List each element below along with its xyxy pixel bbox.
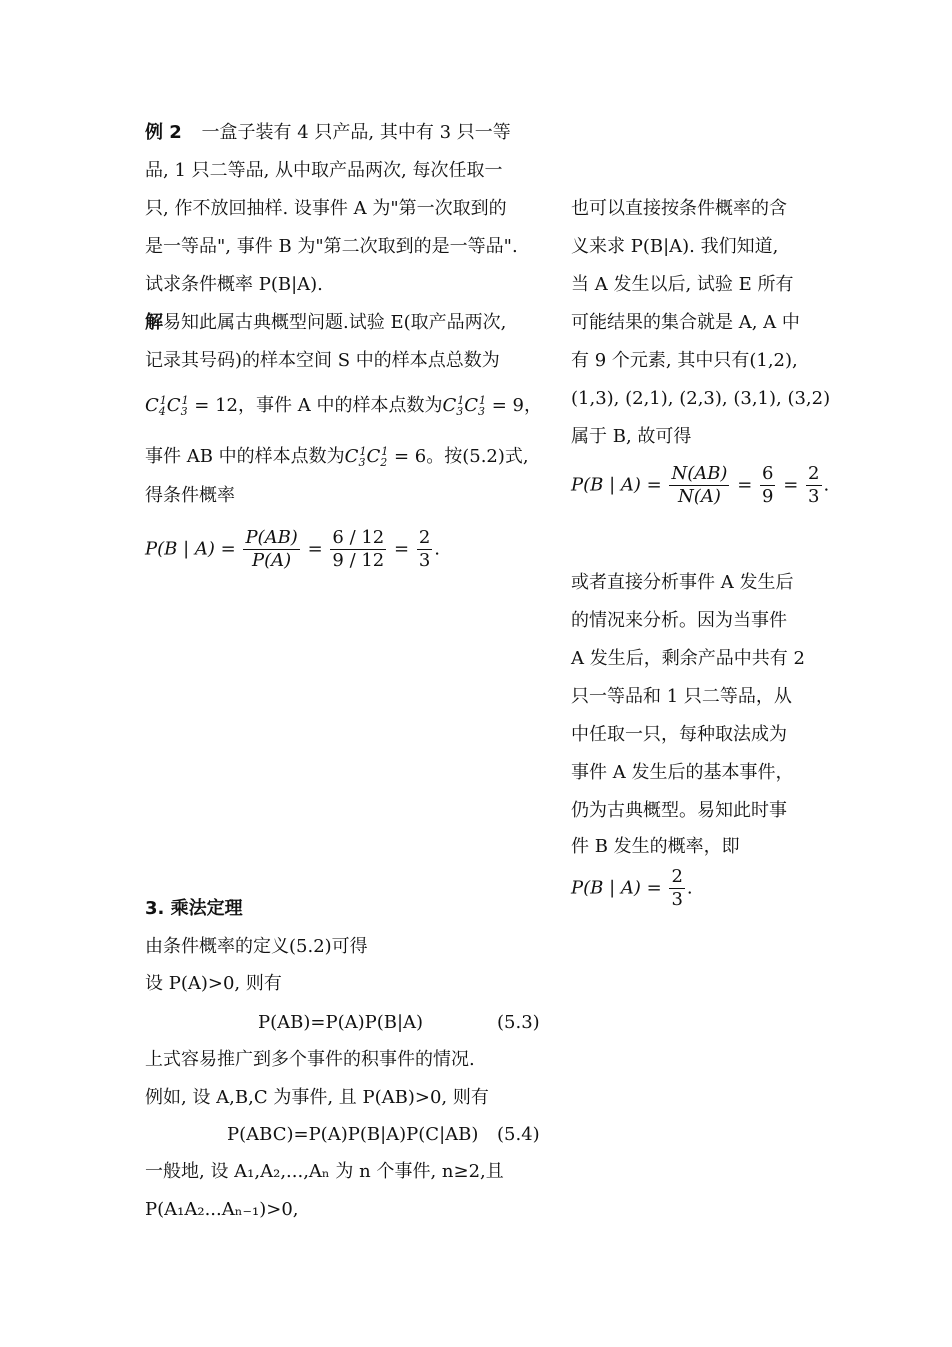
combination-c3c3: $C_3^1C_3^1$: [442, 394, 487, 418]
solution-label: 解: [145, 312, 163, 333]
formula-5-3-tag: (5.3): [497, 1012, 540, 1033]
multiplication-line-4: 例如, 设 A,B,C 为事件, 且 P(AB)>0, 则有: [145, 1087, 489, 1108]
right-analysis-line-4: 只一等品和 1 只二等品，从: [571, 686, 792, 707]
right-analysis-line-5: 中任取一只，每种取法成为: [571, 724, 787, 745]
right-analysis-line-1: 或者直接分析事件 A 发生后: [571, 572, 794, 593]
multiplication-line-3: 上式容易推广到多个事件的积事件的情况.: [145, 1049, 475, 1070]
equation-conditional-prob-1: P(B | A) = $\frac{P(AB)}{P(A)}$ = $\frac{6 / 12}{9 / 12}$ = $\frac{2}{3}$ .: [145, 527, 441, 571]
equation-conditional-prob-2: P(B | A) = $\frac{N(AB)}{N(A)}$ = $\frac{6}{9}$ = $\frac{2}{3}$ .: [571, 463, 830, 507]
right-analysis-line-8: 件 B 发生的概率，即: [571, 836, 740, 857]
formula-5-3: P(AB)=P(A)P(B|A): [258, 1012, 424, 1033]
general-case-line-1: 一般地, 设 A₁,A₂,...,Aₙ 为 n 个事件, n≥2,且: [145, 1161, 504, 1182]
solution-combinations-line: $C_4^1C_3^1 = 12$，事件 A 中的样本点数为$C_3^1C_3^1 = 9$，: [145, 389, 542, 424]
multiplication-line-2: 设 P(A)>0, 则有: [145, 973, 282, 994]
fraction-2-over-3-c: $\frac{2}{3}$: [671, 866, 683, 910]
example-2-line-3: 只, 作不放回抽样. 设事件 A 为"第一次取到的: [145, 198, 507, 219]
fraction-nab-over-na: $\frac{N(AB)}{N(A)}$: [671, 463, 728, 507]
solution-line-1: 解易知此属古典概型问题.试验 E(取产品两次,: [145, 312, 507, 333]
combination-c4c3: $C_4^1C_3^1$: [145, 394, 189, 418]
equation-conditional-prob-3: P(B | A) = $\frac{2}{3}$ .: [571, 866, 693, 910]
right-analysis-line-2: 的情况来分析。因为当事件: [571, 610, 787, 631]
fraction-6-12-over-9-12: $\frac{6 / 12}{9 / 12}$: [332, 527, 385, 571]
multiplication-line-1: 由条件概率的定义(5.2)可得: [145, 936, 368, 957]
example-2-line-4: 是一等品", 事件 B 为"第二次取到的是一等品".: [145, 236, 518, 257]
example-2-line-1: 例 2 一盒子装有 4 只产品, 其中有 3 只一等: [145, 122, 511, 143]
fraction-6-over-9: $\frac{6}{9}$: [762, 463, 774, 507]
solution-line-2: 记录其号码)的样本空间 S 中的样本点总数为: [145, 350, 500, 371]
combination-c3c2: $C_3^1C_2^1$: [344, 445, 389, 469]
example-label: 例 2: [145, 122, 182, 143]
example-2-line-2: 品, 1 只二等品, 从中取产品两次, 每次任取一: [145, 160, 503, 181]
right-analysis-line-7: 仍为古典概型。易知此时事: [571, 800, 787, 821]
right-analysis-line-3: A 发生后，剩余产品中共有 2: [571, 648, 805, 669]
example-2-line-5: 试求条件概率 P(B|A).: [145, 274, 323, 295]
section-title-multiplication-theorem: 3. 乘法定理: [145, 898, 243, 919]
solution-line-5: 得条件概率: [145, 485, 235, 506]
formula-5-4-tag: (5.4): [497, 1124, 540, 1145]
right-line-7: 属于 B, 故可得: [571, 426, 692, 447]
right-line-2: 义来求 P(B|A). 我们知道,: [571, 236, 779, 257]
right-line-1: 也可以直接按条件概率的含: [571, 198, 787, 219]
right-line-5: 有 9 个元素, 其中只有(1,2),: [571, 350, 798, 371]
left-column: [145, 0, 545, 1347]
fraction-2-over-3-b: $\frac{2}{3}$: [808, 463, 820, 507]
solution-ab-count-line: 事件 AB 中的样本点数为$C_3^1C_2^1 = 6$。按(5.2)式,: [145, 440, 529, 475]
fraction-pab-over-pa: $\frac{P(AB)}{P(A)}$: [245, 527, 298, 571]
right-line-3: 当 A 发生以后, 试验 E 所有: [571, 274, 794, 295]
right-analysis-line-6: 事件 A 发生后的基本事件，: [571, 762, 794, 783]
right-line-6: (1,3), (2,1), (2,3), (3,1), (3,2): [571, 388, 831, 409]
fraction-2-over-3: $\frac{2}{3}$: [418, 527, 431, 571]
formula-5-4: P(ABC)=P(A)P(B|A)P(C|AB): [227, 1124, 479, 1145]
right-column: [571, 0, 831, 1347]
right-line-4: 可能结果的集合就是 A, A 中: [571, 312, 800, 333]
general-case-line-2: P(A₁A₂...Aₙ₋₁)>0,: [145, 1199, 299, 1220]
